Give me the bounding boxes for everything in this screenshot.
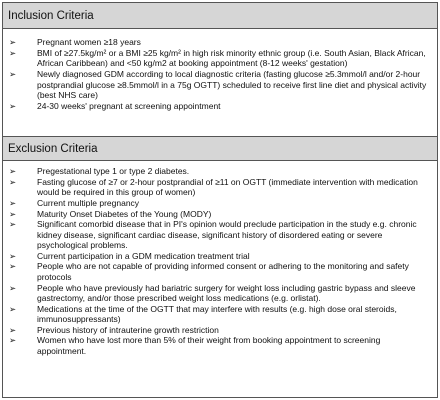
exclusion-item-text: Maturity Onset Diabetes of the Young (MODY)	[37, 208, 212, 219]
exclusion-item-text: Current multiple pregnancy	[37, 197, 140, 208]
arrow-bullet-icon: ➢	[9, 176, 17, 187]
exclusion-item	[9, 304, 431, 325]
exclusion-item-text: Current participation in a GDM medication treatment trial	[37, 250, 250, 261]
arrow-bullet-icon: ➢	[9, 219, 17, 230]
criteria-table	[2, 2, 438, 398]
exclusion-item-text: Women who have lost more than 5% of their weight from booking appointment to screening appointment.	[37, 335, 381, 356]
exclusion-item	[9, 261, 431, 282]
inclusion-item-text: 24-30 weeks' pregnant at screening appointment	[37, 100, 221, 111]
arrow-bullet-icon: ➢	[9, 250, 17, 261]
exclusion-item-text: Significant comorbid disease that in PI's opinion would preclude participation in the study e.g. chronic kidney disease, significant cardiac disease, significant history of disordered eating or severe psychological problems.	[37, 219, 417, 251]
exclusion-item	[9, 325, 431, 335]
inclusion-item	[9, 101, 431, 111]
exclusion-item-text: People who are not capable of providing informed consent or adhering to the monitoring and safety protocols	[37, 261, 409, 282]
exclusion-item-text: Pregestational type 1 or type 2 diabetes.	[37, 166, 190, 176]
exclusion-item	[9, 219, 431, 250]
exclusion-list	[3, 166, 437, 356]
exclusion-section	[3, 161, 437, 356]
inclusion-item	[9, 69, 431, 100]
arrow-bullet-icon: ➢	[9, 37, 17, 47]
arrow-bullet-icon: ➢	[9, 197, 17, 208]
arrow-bullet-icon: ➢	[9, 100, 17, 111]
exclusion-title: Exclusion Criteria	[8, 142, 98, 155]
exclusion-item-text: People who have previously had bariatric surgery for weight loss including gastric bypass and sleeve gastrectomy, and/or those prescribed weight loss medications (e.g. orlistat).	[37, 282, 416, 303]
inclusion-section	[3, 29, 437, 136]
exclusion-item	[9, 166, 431, 176]
inclusion-item	[9, 37, 431, 47]
exclusion-item-text: Fasting glucose of ≥7 or 2-hour postprandial of ≥11 on OGTT (immediate intervention with medication would be required in this group of women)	[37, 176, 418, 198]
exclusion-item	[9, 251, 431, 261]
arrow-bullet-icon: ➢	[9, 335, 17, 346]
inclusion-title: Inclusion Criteria	[8, 9, 94, 22]
inclusion-item-text: Pregnant women ≥18 years	[37, 37, 141, 47]
arrow-bullet-icon: ➢	[9, 69, 17, 80]
inclusion-item	[9, 48, 431, 69]
inclusion-item-text: Newly diagnosed GDM according to local diagnostic criteria (fasting glucose ≥5.3mmol/l and/or 2-hour postprandial glucose ≥8.5mmol/l in a 75g OGTT) scheduled to receive first line diet and physical activity (best NHS care)	[37, 69, 427, 101]
arrow-bullet-icon: ➢	[9, 303, 17, 314]
exclusion-item	[9, 335, 431, 356]
exclusion-header	[3, 136, 437, 161]
arrow-bullet-icon: ➢	[9, 261, 17, 272]
exclusion-item-text: Previous history of intrauterine growth restriction	[37, 324, 219, 335]
exclusion-item	[9, 198, 431, 208]
inclusion-item-text: BMI of ≥27.5kg/m² or a BMI ≥25 kg/m² in high risk minority ethnic group (i.e. South Asian, Black African, African Caribbean) and <50 kg/m2 at booking appointment (8-12 weeks' gestation)	[37, 47, 426, 69]
inclusion-header	[3, 3, 437, 29]
inclusion-list	[3, 37, 437, 111]
arrow-bullet-icon: ➢	[9, 208, 17, 219]
exclusion-item	[9, 283, 431, 304]
exclusion-item-text: Medications at the time of the OGTT that may interfere with results (e.g. high dose oral steroids, immunosuppressants)	[37, 303, 397, 325]
exclusion-item	[9, 177, 431, 198]
exclusion-item	[9, 209, 431, 219]
arrow-bullet-icon: ➢	[9, 324, 17, 335]
arrow-bullet-icon: ➢	[9, 47, 17, 58]
arrow-bullet-icon: ➢	[9, 166, 17, 176]
arrow-bullet-icon: ➢	[9, 282, 17, 293]
